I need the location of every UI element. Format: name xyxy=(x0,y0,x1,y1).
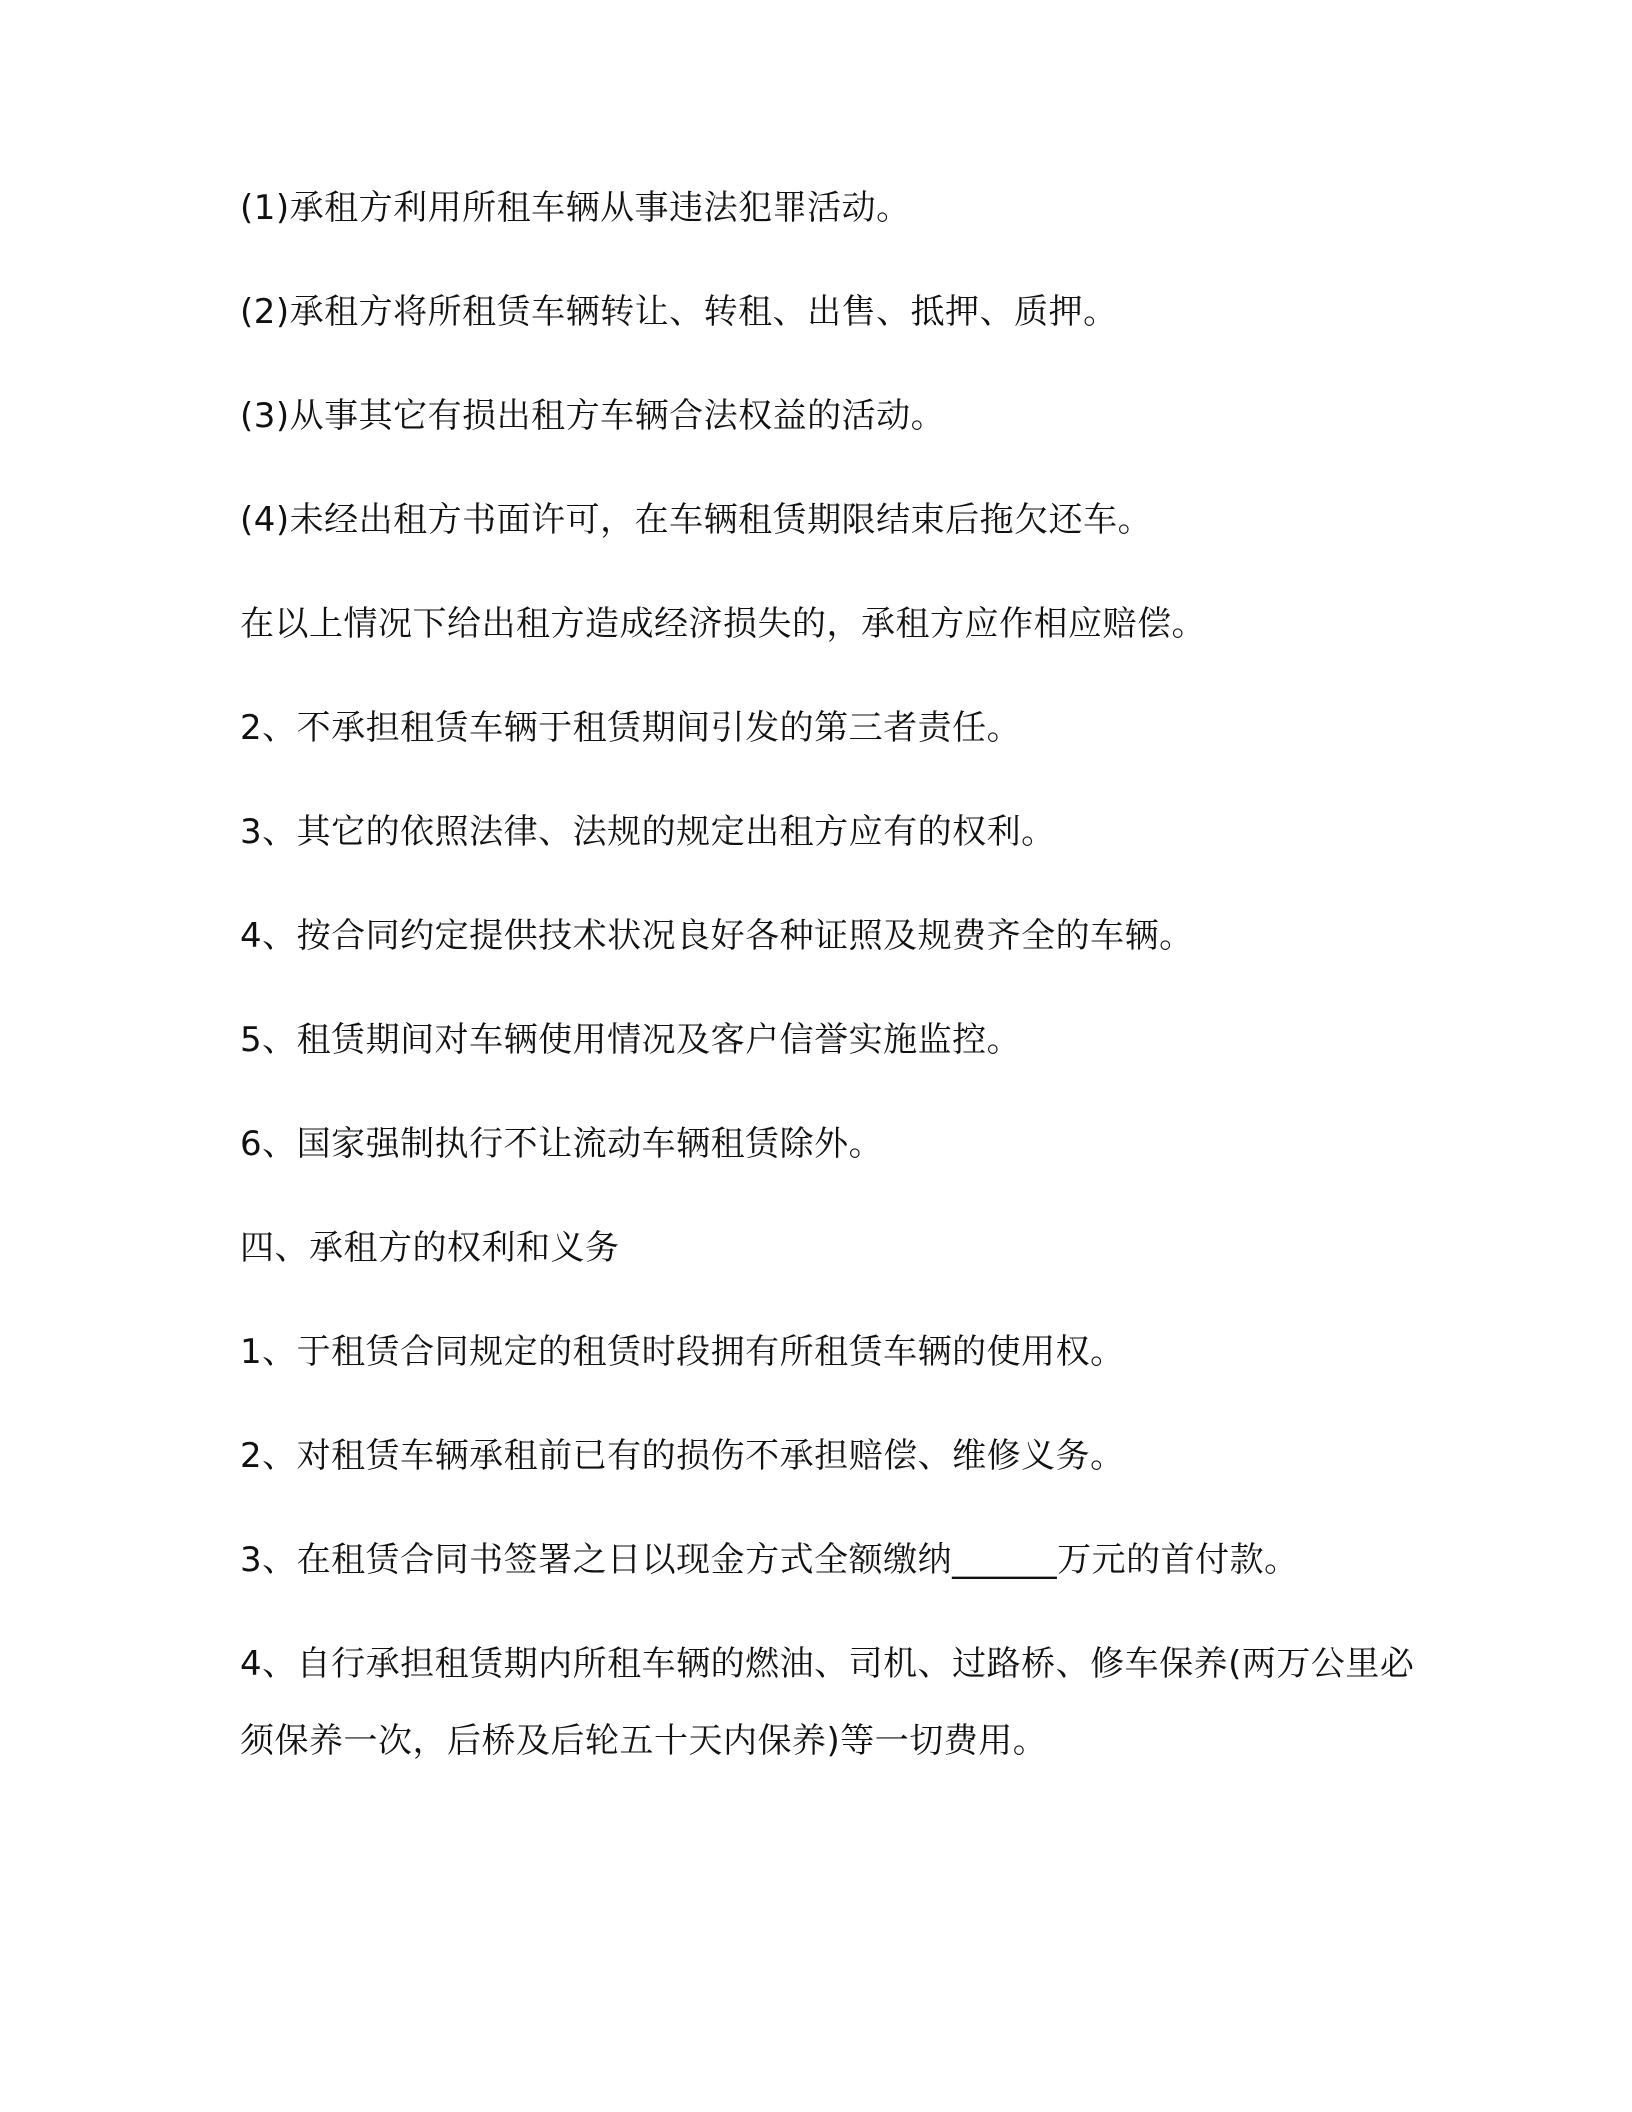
section-heading: 四、承租方的权利和义务 xyxy=(240,1228,620,1268)
lessor-right-4: 4、按合同约定提供技术状况良好各种证照及规费齐全的车辆。 xyxy=(240,916,1194,956)
lessee-right-3: 3、在租赁合同书签署之日以现金方式全额缴纳______万元的首付款。 xyxy=(240,1540,1299,1580)
lessor-right-5: 5、租赁期间对车辆使用情况及客户信誉实施监控。 xyxy=(240,1020,1022,1060)
lessee-right-4: 4、自行承担租赁期内所租车辆的燃油、司机、过路桥、修车保养(两万公里必须保养一次，后桥及后轮五十天内保养)等一切费用。 xyxy=(240,1644,1415,1761)
lessor-right-3: 3、其它的依照法律、法规的规定出租方应有的权利。 xyxy=(240,812,1056,852)
clause-item-1: (1)承租方利用所租车辆从事违法犯罪活动。 xyxy=(240,188,911,228)
lessor-right-2: 2、不承担租赁车辆于租赁期间引发的第三者责任。 xyxy=(240,708,1022,748)
clause-item-2: (2)承租方将所租赁车辆转让、转租、出售、抵押、质押。 xyxy=(240,292,1118,332)
lessee-right-1: 1、于租赁合同规定的租赁时段拥有所租赁车辆的使用权。 xyxy=(240,1332,1125,1372)
clause-item-3: (3)从事其它有损出租方车辆合法权益的活动。 xyxy=(240,396,946,436)
clause-item-4: (4)未经出租方书面许可，在车辆租赁期限结束后拖欠还车。 xyxy=(240,500,1153,540)
lessor-right-6: 6、国家强制执行不让流动车辆租赁除外。 xyxy=(240,1124,884,1164)
document-body xyxy=(240,188,1420,1844)
lessee-right-2: 2、对租赁车辆承租前已有的损伤不承担赔偿、维修义务。 xyxy=(240,1436,1125,1476)
compensation-note: 在以上情况下给出租方造成经济损失的，承租方应作相应赔偿。 xyxy=(240,604,1206,644)
